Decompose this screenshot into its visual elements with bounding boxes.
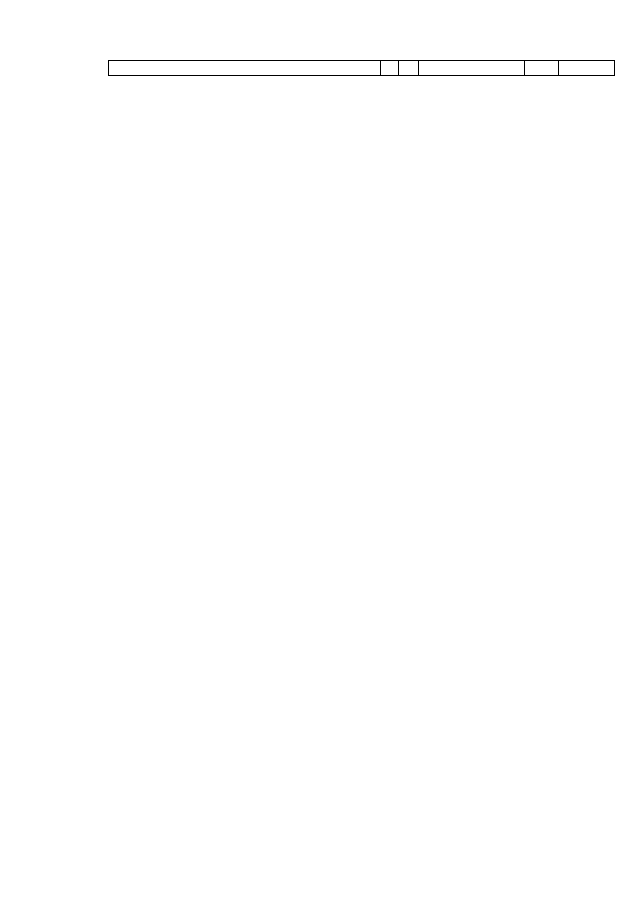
column-header-subsection	[399, 61, 419, 76]
column-header-target-article	[419, 61, 525, 76]
column-header-row	[109, 61, 615, 76]
budget-table-container	[108, 60, 614, 76]
column-header-section	[381, 61, 399, 76]
column-header-expense-type	[525, 61, 559, 76]
column-header-name	[109, 61, 381, 76]
column-header-amount	[559, 61, 615, 76]
budget-table	[108, 60, 615, 76]
